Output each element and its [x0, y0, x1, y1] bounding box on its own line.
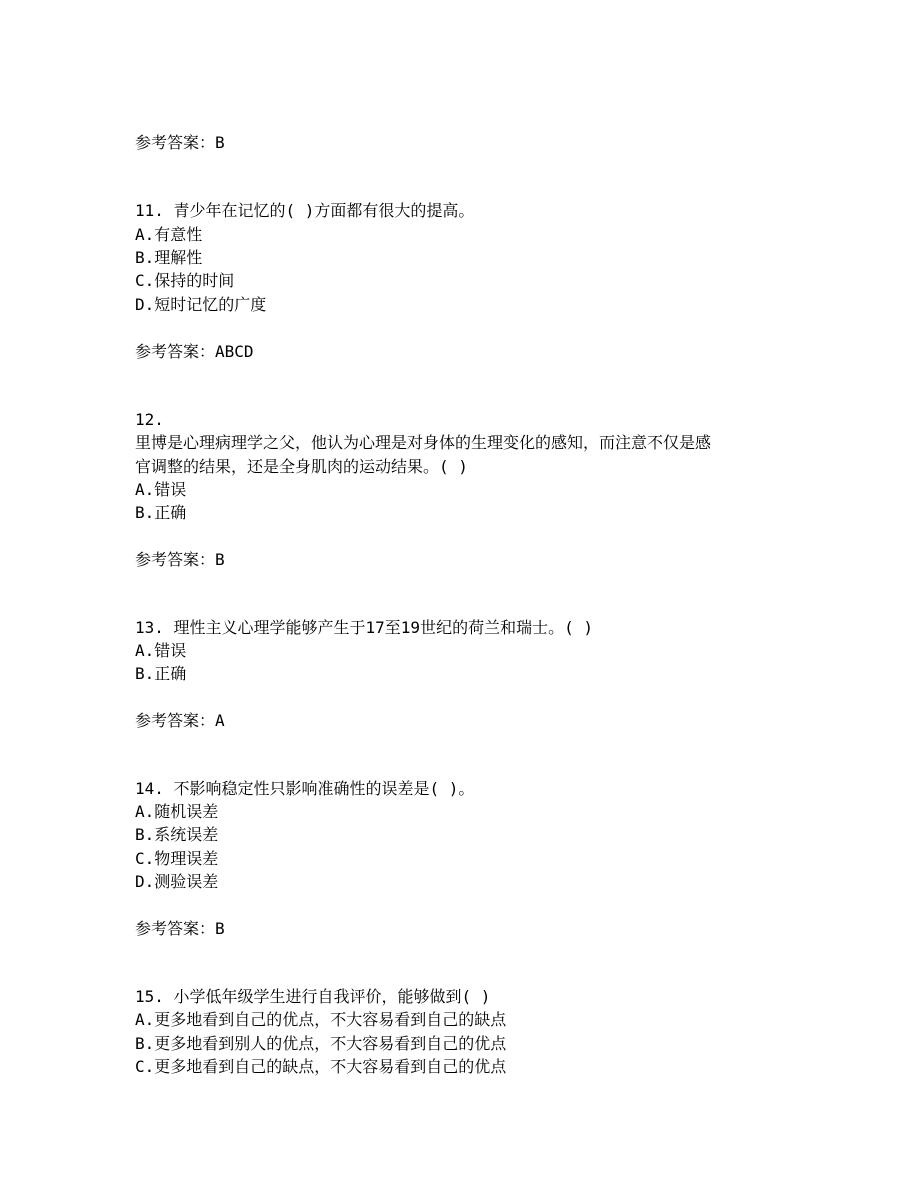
question-14-option-b: B.系统误差: [135, 825, 219, 844]
question-11-option-d: D.短时记忆的广度: [135, 295, 267, 314]
answer-13: 参考答案：A: [135, 711, 225, 730]
question-12-option-b: B.正确: [135, 503, 187, 522]
question-12-option-a: A.错误: [135, 480, 187, 499]
question-12-stem-line2: 官调整的结果，还是全身肌肉的运动结果。( ): [135, 457, 468, 476]
answer-14: 参考答案：B: [135, 919, 225, 938]
question-11-stem: 11. 青少年在记忆的( )方面都有很大的提高。: [135, 201, 475, 220]
question-14-option-d: D.测验误差: [135, 872, 219, 891]
answer-12: 参考答案：B: [135, 550, 225, 569]
question-15-stem: 15. 小学低年级学生进行自我评价，能够做到( ): [135, 987, 491, 1006]
answer-prev: 参考答案：B: [135, 133, 225, 152]
question-11-option-a: A.有意性: [135, 225, 203, 244]
question-13-option-a: A.错误: [135, 641, 187, 660]
question-15-option-b: B.更多地看到别人的优点，不大容易看到自己的优点: [135, 1034, 507, 1053]
question-12-number: 12.: [135, 410, 164, 429]
question-14-stem: 14. 不影响稳定性只影响准确性的误差是( )。: [135, 779, 475, 798]
question-13-option-b: B.正确: [135, 664, 187, 683]
question-14-option-c: C.物理误差: [135, 849, 219, 868]
question-15-option-c: C.更多地看到自己的缺点，不大容易看到自己的优点: [135, 1057, 507, 1076]
question-11-option-c: C.保持的时间: [135, 271, 235, 290]
answer-11: 参考答案：ABCD: [135, 342, 254, 361]
question-12-stem-line1: 里博是心理病理学之父，他认为心理是对身体的生理变化的感知，而注意不仅是感: [135, 433, 712, 452]
question-13-stem: 13. 理性主义心理学能够产生于17至19世纪的荷兰和瑞士。( ): [135, 618, 593, 637]
question-14-option-a: A.随机误差: [135, 802, 219, 821]
question-11-option-b: B.理解性: [135, 248, 203, 267]
question-15-option-a: A.更多地看到自己的优点，不大容易看到自己的缺点: [135, 1010, 507, 1029]
